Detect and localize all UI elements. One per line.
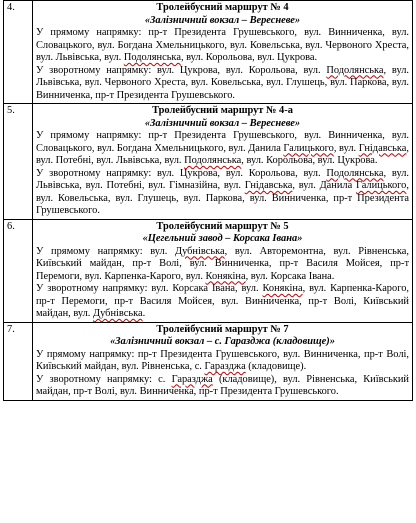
forward-direction-text — [36, 130, 409, 168]
route-subtitle: «Залізничний вокзал – с. Гаразджа (кладовище)» — [110, 336, 335, 347]
text-segment: , вул. Потебні, вул. Львівська, вул. — [36, 142, 409, 166]
spellcheck-flagged-word: Галицького — [355, 180, 407, 191]
forward-direction-text — [36, 349, 409, 374]
route-row — [4, 219, 413, 322]
route-title: Тролейбусний маршрут № 7 — [156, 323, 289, 335]
text-segment: У зворотному напрямку: с. — [36, 373, 172, 385]
route-title: Тролейбусний маршрут № 5 — [156, 220, 289, 232]
text-segment: У прямому напрямку: пр-т Президента Грушевського, вул. Винниченка, вул. Словацького, вул. Богдана Хмельницького, вул. Данила — [36, 130, 409, 154]
spellcheck-flagged-word: Гнідавська — [244, 180, 293, 191]
forward-direction-text — [36, 246, 409, 284]
text-segment: . — [142, 308, 146, 319]
route-title: Тролейбусний маршрут № 4 — [156, 2, 289, 13]
spellcheck-flagged-word: Гаразджа — [204, 361, 246, 372]
text-segment: , вул. Львівська, вул. Потебні, вул. Гімназійна, вул. — [36, 167, 409, 191]
spellcheck-flagged-word: Подолянська — [184, 155, 242, 166]
route-number: 4. — [4, 1, 33, 104]
route-row — [4, 322, 413, 400]
return-direction-text — [36, 168, 409, 218]
route-number: 5. — [4, 104, 33, 220]
text-segment: У зворотному напрямку: вул. Цукрова, вул. Корольова, вул. — [36, 64, 327, 76]
spellcheck-flagged-word: Подолянська — [123, 52, 181, 63]
return-direction-text — [36, 283, 409, 321]
text-segment: , вул. Корольова, вул. Цукрова. — [180, 52, 318, 63]
text-segment: , вул. Корсака Івана. — [245, 270, 335, 282]
route-description — [33, 322, 413, 400]
text-segment: , вул. Львівська, вул. Червоного Хреста, вул. Ковельська, вул. Глушець, вул. Паркова, вул. Винниченка, пр-т Президента Грушевського. — [36, 64, 409, 101]
route-subtitle: «Залізничний вокзал – Вересневе» — [144, 14, 301, 26]
text-segment: (кладовище). — [245, 361, 307, 372]
spellcheck-flagged-word: Конякіна — [262, 283, 303, 294]
route-description — [33, 104, 413, 220]
text-segment: , вул. — [333, 142, 359, 154]
route-description — [33, 219, 413, 322]
route-row — [4, 1, 413, 104]
route-subtitle: «Цегельний завод – Корсака Івана» — [142, 233, 303, 244]
text-segment: У зворотному напрямку: вул. Цукрова, вул. Корольова, вул. — [36, 167, 327, 179]
spellcheck-flagged-word: Дубнівська — [93, 308, 143, 319]
text-segment: У прямому напрямку: пр-т Президента Грушевського, вул. Винниченка, вул. Словацького, вул. Богдана Хмельницького, вул. Ковельська, вул. Червоного Хреста, вул. Львівська, вул. — [36, 27, 409, 63]
forward-direction-text — [36, 27, 409, 65]
spellcheck-flagged-word: Подолянська — [326, 167, 384, 179]
routes-table-body — [4, 1, 413, 401]
text-segment: , вул. Авторемонтна, вул. Рівненська, Київський майдан, пр-т Волі, вул. Винниченка, пр-т Василя Мойсея, пр-т Перемоги, вул. Карпенка-Карого, вул. — [36, 245, 409, 282]
route-description — [33, 1, 413, 104]
route-subtitle: «Залізничний вокзал – Вересневе» — [144, 117, 301, 129]
spellcheck-flagged-word: Дубнівська — [175, 245, 225, 257]
route-number: 6. — [4, 219, 33, 322]
spellcheck-flagged-word: Подолянська — [326, 64, 384, 76]
text-segment: , вул. Карпенка-Карого, пр-т Перемоги, пр-т Василя Мойсея, вул. Винниченка, пр-т Волі, Київський майдан, вул. — [36, 283, 409, 319]
spellcheck-flagged-word: Гнідавська — [358, 142, 407, 154]
text-segment: (кладовище), вул. Рівненська, Київський майдан, пр-т Волі, вул. Винниченка, пр-т Президента Грушевського. — [36, 373, 409, 397]
text-segment: , вул. Корольова, вул. Цукрова. — [241, 155, 378, 166]
route-row — [4, 104, 413, 220]
return-direction-text — [36, 374, 409, 399]
spellcheck-flagged-word: Конякіна — [205, 270, 246, 282]
text-segment: У зворотному напрямку: вул. Корсака Івана, вул. — [36, 283, 263, 294]
text-segment: , вул. Данила — [292, 180, 356, 191]
spellcheck-flagged-word: Гаразджа — [171, 373, 213, 385]
text-segment: У прямому напрямку: вул. — [36, 245, 175, 257]
spellcheck-flagged-word: Галицького — [283, 142, 334, 154]
return-direction-text — [36, 65, 409, 103]
routes-table — [3, 0, 413, 401]
route-number: 7. — [4, 322, 33, 400]
route-title: Тролейбусний маршрут № 4-а — [152, 105, 293, 116]
text-segment: У прямому напрямку: пр-т Президента Грушевського, вул. Винниченка, пр-т Волі, Київський майдан, вул. Рівненська, с. — [36, 348, 409, 372]
text-segment: , вул. Ковельська, вул. Глушець, вул. Паркова, вул. Винниченка, пр-т Президента Грушевського. — [36, 180, 409, 216]
